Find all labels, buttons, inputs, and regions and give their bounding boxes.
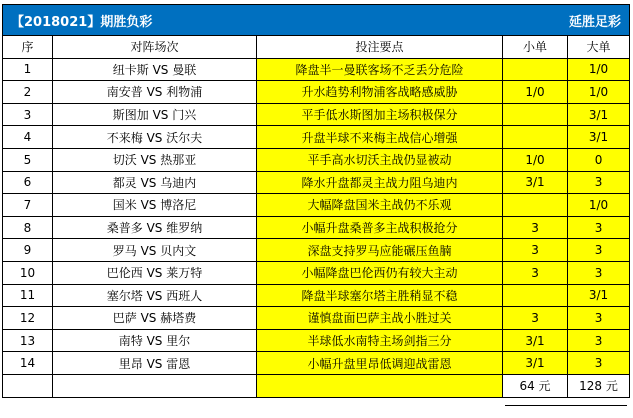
header-match: 对阵场次 — [53, 36, 257, 59]
row-match: 巴伦西 VS 莱万特 — [53, 261, 257, 284]
row-small: 3/1 — [503, 171, 568, 194]
row-point: 降盘半一曼联客场不乏丢分危险 — [257, 58, 503, 81]
row-point: 小幅降盘巴伦西仍有较大主动 — [257, 261, 503, 284]
row-small — [503, 284, 568, 307]
picks-table — [2, 4, 630, 398]
row-small — [503, 58, 568, 81]
row-big: 3 — [568, 239, 630, 262]
table-row — [3, 58, 630, 81]
table-row — [3, 352, 630, 375]
row-point: 大幅降盘国米主战仍不乐观 — [257, 194, 503, 217]
row-small: 3 — [503, 307, 568, 330]
row-big: 1/0 — [568, 58, 630, 81]
row-point: 深盘支持罗马应能碾压鱼腩 — [257, 239, 503, 262]
row-point: 谨慎盘面巴萨主战小胜过关 — [257, 307, 503, 330]
row-match: 巴萨 VS 赫塔费 — [53, 307, 257, 330]
row-small: 3 — [503, 216, 568, 239]
row-match: 里昂 VS 雷恩 — [53, 352, 257, 375]
table-row — [3, 81, 630, 104]
row-no: 10 — [3, 261, 53, 284]
row-small — [503, 103, 568, 126]
row-no: 5 — [3, 148, 53, 171]
row-no: 9 — [3, 239, 53, 262]
row-big: 3 — [568, 307, 630, 330]
row-small: 3 — [503, 239, 568, 262]
row-no: 8 — [3, 216, 53, 239]
row-big: 3 — [568, 352, 630, 375]
row-match: 不来梅 VS 沃尔夫 — [53, 126, 257, 149]
sheet-subtitle: 延胜足彩 — [503, 5, 630, 36]
row-point: 小幅升盘里昂低调迎战雷恩 — [257, 352, 503, 375]
row-big: 3 — [568, 261, 630, 284]
table-row — [3, 171, 630, 194]
row-point: 半球低水南特主场剑指三分 — [257, 329, 503, 352]
total-small: 64 元 — [503, 374, 568, 397]
row-no: 3 — [3, 103, 53, 126]
row-no: 13 — [3, 329, 53, 352]
lottery-sheet — [2, 4, 629, 398]
row-point: 升盘半球不来梅主战信心增强 — [257, 126, 503, 149]
row-match: 南特 VS 里尔 — [53, 329, 257, 352]
row-point: 降盘半球塞尔塔主胜稍显不稳 — [257, 284, 503, 307]
row-big: 3 — [568, 216, 630, 239]
row-match: 国米 VS 博洛尼 — [53, 194, 257, 217]
header-no: 序 — [3, 36, 53, 59]
totals-no — [3, 374, 53, 397]
row-point: 平手低水斯图加主场积极保分 — [257, 103, 503, 126]
title-bar — [3, 5, 630, 36]
row-small: 1/0 — [503, 81, 568, 104]
row-point: 升水趋势利物浦客战略感威胁 — [257, 81, 503, 104]
row-big: 3 — [568, 171, 630, 194]
table-row — [3, 284, 630, 307]
row-match: 切沃 VS 热那亚 — [53, 148, 257, 171]
header-small: 小单 — [503, 36, 568, 59]
footer-line — [505, 405, 627, 406]
row-point: 降水升盘都灵主战力阻乌迪内 — [257, 171, 503, 194]
row-small: 1/0 — [503, 148, 568, 171]
table-row — [3, 103, 630, 126]
row-small: 3 — [503, 261, 568, 284]
row-no: 2 — [3, 81, 53, 104]
row-small — [503, 194, 568, 217]
row-small — [503, 126, 568, 149]
sheet-title: 【2018021】期胜负彩 — [3, 5, 503, 36]
row-small: 3/1 — [503, 329, 568, 352]
row-match: 南安普 VS 利物浦 — [53, 81, 257, 104]
row-no: 11 — [3, 284, 53, 307]
table-row — [3, 261, 630, 284]
row-match: 纽卡斯 VS 曼联 — [53, 58, 257, 81]
row-small: 3/1 — [503, 352, 568, 375]
totals-match — [53, 374, 257, 397]
total-big: 128 元 — [568, 374, 630, 397]
totals-point — [257, 374, 503, 397]
row-no: 12 — [3, 307, 53, 330]
row-match: 桑普多 VS 维罗纳 — [53, 216, 257, 239]
rows-body — [3, 58, 630, 374]
row-match: 斯图加 VS 门兴 — [53, 103, 257, 126]
table-row — [3, 216, 630, 239]
row-big: 3/1 — [568, 103, 630, 126]
table-row — [3, 126, 630, 149]
table-row — [3, 329, 630, 352]
row-big: 0 — [568, 148, 630, 171]
row-big: 3/1 — [568, 284, 630, 307]
header-big: 大单 — [568, 36, 630, 59]
table-row — [3, 194, 630, 217]
row-point: 平手高水切沃主战仍显被动 — [257, 148, 503, 171]
row-no: 6 — [3, 171, 53, 194]
row-match: 罗马 VS 贝内文 — [53, 239, 257, 262]
row-big: 3 — [568, 329, 630, 352]
row-big: 1/0 — [568, 81, 630, 104]
row-match: 都灵 VS 乌迪内 — [53, 171, 257, 194]
row-no: 14 — [3, 352, 53, 375]
row-no: 1 — [3, 58, 53, 81]
totals-row — [3, 374, 630, 397]
row-big: 3/1 — [568, 126, 630, 149]
row-no: 7 — [3, 194, 53, 217]
row-big: 1/0 — [568, 194, 630, 217]
table-row — [3, 148, 630, 171]
row-match: 塞尔塔 VS 西班人 — [53, 284, 257, 307]
row-point: 小幅升盘桑普多主战积极抢分 — [257, 216, 503, 239]
row-no: 4 — [3, 126, 53, 149]
table-row — [3, 239, 630, 262]
table-row — [3, 307, 630, 330]
header-row — [3, 36, 630, 59]
header-point: 投注要点 — [257, 36, 503, 59]
